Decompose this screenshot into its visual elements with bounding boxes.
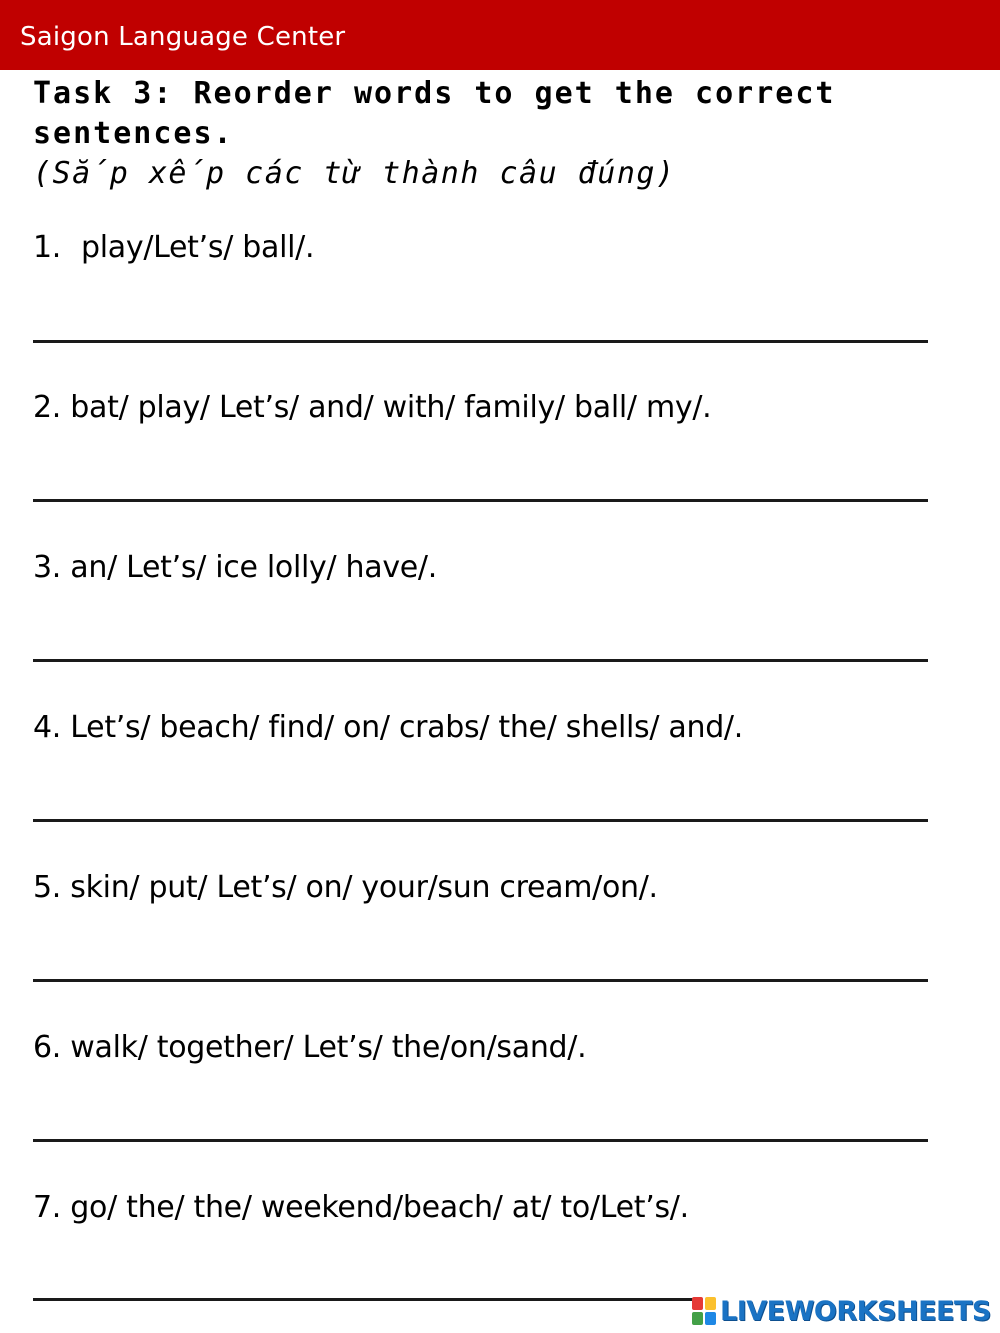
question-7 <box>33 1188 689 1228</box>
task-title: Task 3: Reorder words to get the correct sentences. <box>33 76 836 151</box>
question-1 <box>33 228 314 268</box>
question-text: an/ Let’s/ ice lolly/ have/. <box>70 550 437 585</box>
question-number: 4. <box>33 710 62 745</box>
question-4 <box>33 708 743 748</box>
question-text: play/Let’s/ ball/. <box>81 230 315 265</box>
question-text: Let’s/ beach/ find/ on/ crabs/ the/ shells/ and/. <box>70 710 743 745</box>
answer-line-5[interactable] <box>33 979 928 982</box>
question-number: 6. <box>33 1030 62 1065</box>
question-text: bat/ play/ Let’s/ and/ with/ family/ ball/ my/. <box>70 390 712 425</box>
answer-line-7[interactable] <box>33 1298 693 1301</box>
question-text: walk/ together/ Let’s/ the/on/sand/. <box>70 1030 587 1065</box>
header-bar <box>0 0 1000 70</box>
answer-line-1[interactable] <box>33 340 928 343</box>
answer-line-3[interactable] <box>33 659 928 662</box>
logo-text: LIVEWORKSHEETS <box>720 1295 991 1327</box>
question-number: 3. <box>33 550 62 585</box>
question-text: skin/ put/ Let’s/ on/ your/sun cream/on/. <box>70 870 658 905</box>
question-number: 1. <box>33 230 62 265</box>
question-6 <box>33 1028 586 1068</box>
header-title: Saigon Language Center <box>20 22 346 52</box>
question-number: 7. <box>33 1190 62 1225</box>
question-number: 5. <box>33 870 62 905</box>
answer-line-6[interactable] <box>33 1139 928 1142</box>
question-text: go/ the/ the/ weekend/beach/ at/ to/Let’s/. <box>70 1190 689 1225</box>
answer-line-2[interactable] <box>33 499 928 502</box>
task-subtitle: (Sắp xếp các từ thành câu đúng) <box>33 156 676 191</box>
question-5 <box>33 868 658 908</box>
question-2 <box>33 388 711 428</box>
question-number: 2. <box>33 390 62 425</box>
liveworksheets-logo <box>692 1294 991 1328</box>
answer-line-4[interactable] <box>33 819 928 822</box>
question-3 <box>33 548 437 588</box>
liveworksheets-logo-icon <box>692 1297 716 1325</box>
